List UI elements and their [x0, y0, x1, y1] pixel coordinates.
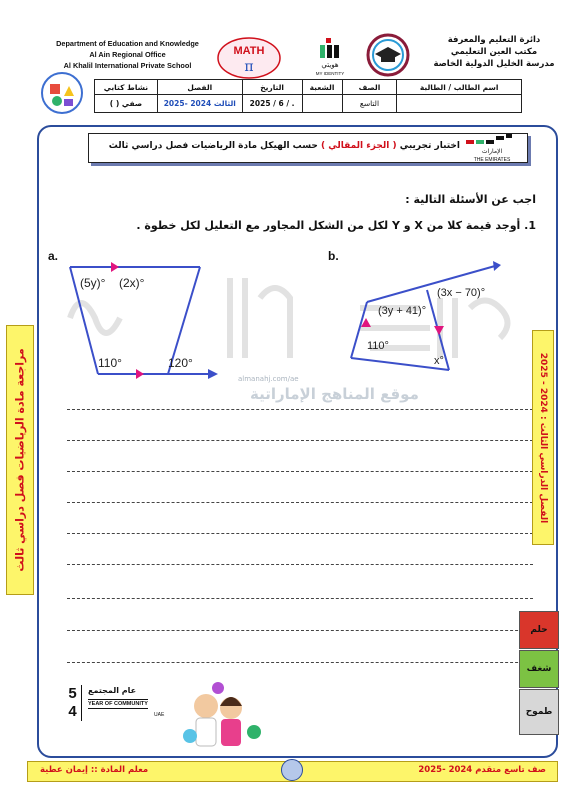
- yoc-en-text: YEAR OF COMMUNITY: [88, 701, 148, 707]
- the-emirates-logo-icon: [460, 132, 522, 164]
- answer-line[interactable]: [67, 564, 533, 565]
- year-of-community-logo: [64, 685, 174, 725]
- yoc-number-top: 5: [68, 685, 77, 702]
- math-logo-text: MATH: [233, 45, 265, 57]
- col-student-name: اسم الطالب / الطالبة: [397, 80, 522, 95]
- angle-2x: (2x)°: [119, 276, 145, 290]
- answer-line[interactable]: [67, 409, 533, 410]
- regional-office-name-ar: مكتب العين التعليمي: [450, 47, 538, 57]
- yoc-number: [64, 685, 82, 721]
- badge-dream-text: حلم: [530, 625, 548, 635]
- col-activity: نشاط كتابي: [95, 80, 158, 95]
- svg-text:π: π: [244, 59, 254, 75]
- kids-illustration-icon: [176, 676, 266, 752]
- col-date: التاريخ: [242, 80, 302, 95]
- answer-line[interactable]: [67, 630, 533, 631]
- answer-line[interactable]: [67, 502, 533, 503]
- title-part-3: حسب الهيكل مادة الرياضيات فصل دراسي ثالث: [108, 141, 318, 151]
- answer-line[interactable]: [67, 533, 533, 534]
- badge-ambition-text: طموح: [525, 707, 553, 717]
- questions-heading: اجب عن الأسئلة التالية :: [405, 193, 536, 206]
- watermark-url: almanahj.com/ae: [238, 375, 299, 383]
- emirates-caption: THE EMIRATES: [473, 157, 511, 163]
- math-logo-icon: [216, 36, 282, 80]
- col-section: الشعبة: [302, 80, 342, 95]
- activity-value: صفي ( ): [95, 95, 158, 113]
- side-banner-left-text: مراجعة مادة الرياضيات فصل دراسي ثالث: [13, 348, 27, 572]
- figure-b-parallelogram: [345, 258, 550, 378]
- question-1-number: 1.: [524, 219, 536, 232]
- badge-passion: [519, 650, 559, 688]
- my-identity-logo-icon: [310, 36, 350, 78]
- badge-ambition: [519, 689, 559, 735]
- answer-line[interactable]: [67, 598, 533, 599]
- answer-line[interactable]: [67, 662, 533, 663]
- school-name-english: [40, 38, 215, 71]
- side-banner-right: [532, 330, 554, 545]
- grade-value: التاسع: [342, 95, 397, 113]
- identity-ar-text: هويتي: [321, 61, 339, 69]
- school-name-arabic: [414, 34, 574, 70]
- side-banner-left: [6, 325, 34, 595]
- department-name: Department of Education and Knowledge: [56, 39, 199, 48]
- graduation-cap-logo-icon: [365, 32, 411, 78]
- side-banner-right-text: الفصل الدراسي الثالث : 2024 - 2025: [538, 352, 548, 523]
- yoc-number-bottom: 4: [68, 703, 77, 720]
- student-name-value[interactable]: [397, 95, 522, 113]
- page-indicator-circle: [281, 759, 303, 781]
- regional-office-name: Al Ain Regional Office: [89, 50, 166, 59]
- angle-5y: (5y)°: [80, 276, 106, 290]
- question-1-text: أوجد قيمة كلا من X و Y لكل من الشكل المجاور مع التعليل لكل خطوة .: [136, 219, 521, 232]
- section-value[interactable]: [302, 95, 342, 113]
- yoc-uae-text: UAE: [154, 712, 165, 718]
- worksheet-title: [109, 141, 460, 151]
- teacher-name: معلم المادة :: إيمان عطية: [40, 765, 149, 775]
- emirates-ar-text: الإمارات: [481, 148, 503, 155]
- angle-120: 120°: [168, 356, 193, 370]
- term-value: الثالث 2024 -2025: [157, 95, 242, 113]
- angle-3y-41: (3y + 41)°: [378, 305, 427, 317]
- angle-110-a: 110°: [98, 356, 122, 370]
- title-part-1: اختبار تجريبي: [399, 141, 460, 151]
- answer-line[interactable]: [67, 471, 533, 472]
- identity-caption: MY IDENTITY: [315, 71, 345, 76]
- angle-x: x°: [434, 355, 444, 367]
- col-term: الفصل: [157, 80, 242, 95]
- date-value: 2025 / 6 / .: [242, 95, 302, 113]
- angle-110-b: 110°: [367, 340, 389, 352]
- title-part-2: ( الجزء المقالي ): [320, 141, 397, 151]
- yoc-ar-text: عام المجتمع: [88, 686, 137, 695]
- school-name: Al Khalil International Private School: [63, 61, 192, 70]
- school-name-ar: مدرسة الخليل الدولية الخاصة: [433, 59, 555, 69]
- grade-year: صف تاسع متقدم 2024 -2025: [418, 765, 546, 775]
- department-name-ar: دائرة التعليم والمعرفة: [447, 35, 541, 45]
- answer-line[interactable]: [67, 440, 533, 441]
- col-grade: الصف: [342, 80, 397, 95]
- student-info-table: [94, 79, 522, 113]
- figure-b-label: b.: [328, 249, 339, 263]
- school-logo-icon: [37, 70, 87, 116]
- watermark-name: موقع المناهج الإماراتية: [250, 385, 419, 403]
- badge-passion-text: شغف: [526, 664, 552, 674]
- question-1: [136, 219, 536, 232]
- figure-a-label: a.: [48, 249, 59, 263]
- figure-a-parallelogram: [58, 255, 228, 385]
- angle-3x-70: (3x − 70)°: [437, 287, 486, 299]
- badge-dream: [519, 611, 559, 649]
